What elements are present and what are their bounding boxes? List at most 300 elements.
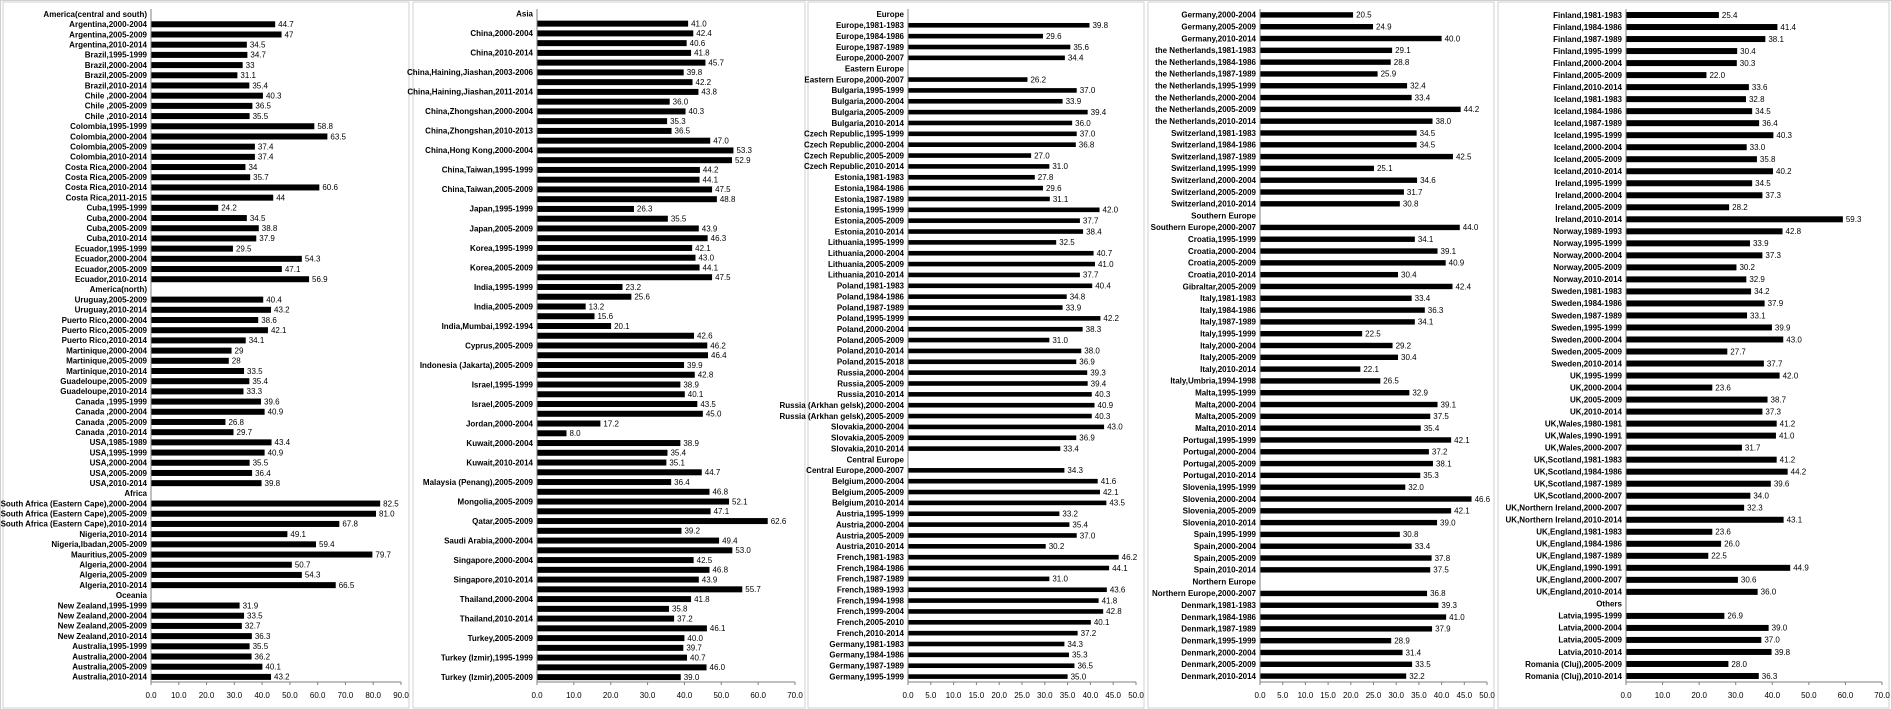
category-label: Finland,1987-1989	[1553, 34, 1622, 44]
category-label: Norway,2010-2014	[1553, 275, 1622, 285]
bar	[1260, 24, 1373, 29]
bar	[908, 435, 1076, 440]
data-label: 30.2	[1048, 542, 1065, 552]
bar	[537, 616, 674, 622]
bar	[1260, 484, 1405, 489]
category-label: Bulgaria,2005-2009	[831, 107, 904, 117]
data-label: 33.5	[247, 611, 263, 621]
bar	[908, 262, 1095, 267]
bar	[1260, 449, 1429, 454]
data-label: 34.5	[1419, 140, 1436, 150]
bar	[1260, 414, 1430, 419]
category-label: Slovakia,2010-2014	[831, 444, 904, 454]
category-label: China,Taiwan,2005-2009	[441, 185, 533, 195]
data-label: 37.9	[1767, 299, 1784, 309]
data-label: 30.2	[1739, 263, 1756, 273]
data-label: 40.4	[1095, 281, 1111, 291]
data-label: 31.0	[1052, 574, 1068, 584]
bar	[908, 392, 1092, 397]
bar	[537, 30, 693, 36]
category-label: Estonia,1987-1989	[834, 194, 904, 204]
bar	[537, 411, 703, 417]
data-label: 47.5	[715, 273, 731, 283]
x-tick-label: 50.0	[282, 691, 298, 700]
bar	[1260, 296, 1412, 301]
bar	[908, 338, 1049, 343]
category-label: Argentina,2010-2014	[69, 40, 147, 50]
bar	[537, 625, 707, 631]
category-label: USA,2005-2009	[89, 468, 147, 478]
bar	[1626, 300, 1765, 306]
data-label: 36.2	[254, 652, 271, 662]
data-label: 33.9	[1752, 239, 1769, 249]
category-label: China,Haining,Jiashan,2003-2006	[406, 68, 533, 78]
data-label: 42.1	[695, 243, 711, 253]
x-tick-label: 30.0	[1388, 691, 1404, 700]
bar	[151, 480, 262, 486]
category-label: Malaysia (Penang),2005-2009	[422, 477, 533, 487]
category-label: Denmark,1981-1983	[1181, 601, 1256, 611]
x-tick-label: 0.0	[145, 691, 157, 700]
bar	[908, 45, 1070, 50]
category-label: New Zealand,2000-2004	[57, 611, 147, 621]
category-label: Qatar,2005-2009	[472, 516, 533, 526]
category-label: South Africa (Eastern Cape),2000-2004	[0, 499, 147, 509]
bar	[908, 620, 1091, 625]
data-label: 34.4	[1067, 53, 1084, 63]
category-label: Portugal,2010-2014	[1183, 471, 1256, 481]
category-label: Cuba,2005-2009	[86, 224, 147, 234]
category-label: Sweden,2010-2014	[1551, 359, 1622, 369]
bar	[151, 674, 271, 680]
bar	[537, 40, 687, 46]
category-label: Bulgaria,1995-1999	[831, 86, 904, 96]
x-tick-label: 40.0	[1433, 691, 1450, 700]
bar	[1260, 544, 1412, 549]
data-label: 26.9	[1727, 611, 1743, 621]
category-label: Mauritius,2005-2009	[70, 550, 147, 560]
category-label: Costa Rica,2010-2014	[65, 183, 147, 193]
x-tick-label: 40.0	[1764, 691, 1781, 700]
x-tick-label: 20.0	[991, 691, 1007, 700]
category-label: UK,Scotland,1984-1986	[1533, 467, 1622, 477]
category-label: Sweden,1984-1986	[1551, 299, 1622, 309]
x-tick-label: 0.0	[531, 691, 543, 700]
data-label: 41.0	[691, 19, 707, 29]
data-label: 42.8	[697, 370, 714, 380]
bar	[537, 235, 708, 241]
data-label: 30.4	[1401, 270, 1417, 280]
data-label: 38.0	[1435, 116, 1452, 126]
x-tick-label: 10.0	[566, 691, 582, 700]
bar	[1260, 532, 1400, 537]
data-label: 43.8	[701, 87, 717, 97]
bar	[908, 56, 1065, 61]
bar	[1626, 204, 1729, 210]
data-label: 32.2	[1409, 671, 1425, 681]
data-label: 39.6	[264, 397, 280, 407]
data-label: 39.8	[1774, 647, 1791, 657]
x-tick-label: 10.0	[945, 691, 962, 700]
category-label: Brazil,2005-2009	[84, 71, 147, 81]
bar	[1260, 260, 1446, 265]
data-label: 42.1	[1454, 435, 1470, 445]
bar	[537, 147, 733, 153]
category-label: Estonia,2010-2014	[834, 227, 904, 237]
x-tick-label: 50.0	[1479, 691, 1495, 700]
bar	[151, 521, 339, 527]
data-label: 53.3	[736, 146, 752, 156]
category-label: Germany,1984-1986	[829, 650, 904, 660]
data-label: 31.0	[1052, 335, 1068, 345]
bar	[1260, 662, 1412, 667]
category-label: Martinique,2005-2009	[66, 356, 147, 366]
category-label: Czech Republic,2005-2009	[803, 151, 904, 161]
bar	[1260, 378, 1380, 383]
data-label: 33.9	[1065, 303, 1082, 313]
bar	[1260, 307, 1425, 312]
data-label: 28.9	[1394, 636, 1410, 646]
bar	[537, 21, 688, 27]
data-label: 43.5	[700, 399, 716, 409]
data-label: 34.5	[1755, 179, 1771, 189]
category-label: Malta,1995-1999	[1195, 388, 1256, 398]
category-label: Europe,2000-2007	[835, 53, 904, 63]
bar	[537, 674, 681, 680]
bar	[1260, 425, 1421, 430]
bar	[908, 598, 1099, 603]
category-label: Martinique,2010-2014	[66, 366, 147, 376]
bar	[537, 401, 697, 407]
bar	[151, 297, 263, 303]
bar	[908, 577, 1049, 582]
data-label: 46.1	[709, 624, 726, 634]
data-label: 32.8	[1748, 94, 1765, 104]
category-label: Colombia,2000-2004	[70, 132, 147, 142]
data-label: 36.5	[1077, 661, 1094, 671]
data-label: 39.4	[1090, 379, 1107, 389]
bar	[1260, 178, 1417, 183]
category-label: UK,England,1981-1983	[1536, 527, 1622, 537]
data-label: 44.2	[702, 165, 719, 175]
data-label: 38.0	[1084, 346, 1100, 356]
data-label: 25.9	[1380, 69, 1397, 79]
data-label: 32.9	[1412, 388, 1428, 398]
bar	[537, 333, 694, 339]
data-label: 15.6	[597, 312, 614, 322]
bar	[151, 450, 265, 456]
bar	[151, 307, 271, 313]
category-label: Puerto Rico,2005-2009	[61, 326, 147, 336]
data-label: 31.9	[242, 601, 259, 611]
category-label: Czech Republic,2010-2014	[803, 162, 904, 172]
data-label: 25.4	[1721, 10, 1738, 20]
data-label: 47.0	[713, 136, 729, 146]
bar	[151, 582, 336, 588]
bar	[537, 323, 611, 329]
data-label: 39.0	[1440, 518, 1456, 528]
bar	[537, 264, 700, 270]
data-label: 46.8	[712, 487, 729, 497]
bar	[1260, 71, 1378, 76]
data-label: 34.1	[248, 336, 265, 346]
category-label: Malta,2000-2004	[1195, 400, 1256, 410]
data-label: 40.6	[689, 38, 706, 48]
category-label: Sweden,1987-1989	[1551, 311, 1622, 321]
bar	[537, 225, 699, 231]
category-label: Cuba,2000-2004	[86, 213, 147, 223]
bar	[151, 144, 255, 150]
bar	[1260, 355, 1398, 360]
group-header-label: America(central and south)	[43, 9, 147, 19]
bar	[1626, 48, 1737, 54]
data-label: 32.9	[1749, 275, 1765, 285]
category-label: Turkey,2005-2009	[467, 633, 533, 643]
bar	[151, 266, 282, 272]
category-label: Iceland,1984-1986	[1553, 106, 1622, 116]
bar	[151, 388, 244, 394]
data-label: 32.4	[1410, 81, 1426, 91]
bar	[908, 544, 1046, 549]
bar	[1260, 614, 1446, 619]
x-tick-label: 5.0	[925, 691, 937, 700]
category-label: Poland,2005-2009	[836, 335, 904, 345]
data-label: 30.8	[1402, 199, 1419, 209]
bar	[908, 121, 1072, 126]
bar	[908, 240, 1056, 245]
category-label: China,2010-2014	[470, 48, 533, 58]
bar	[908, 153, 1031, 158]
bar	[908, 283, 1092, 288]
data-label: 48.8	[719, 194, 736, 204]
bar	[537, 294, 631, 300]
bar	[537, 313, 594, 319]
category-label: Russia,2010-2014	[837, 390, 904, 400]
bar	[151, 103, 252, 109]
x-tick-label: 40.0	[254, 691, 270, 700]
data-label: 40.3	[1776, 130, 1792, 140]
category-label: China,Zhongshan,2000-2004	[425, 107, 533, 117]
bar	[1260, 83, 1407, 88]
category-label: the Netherlands,2005-2009	[1155, 105, 1256, 115]
data-label: 41.0	[1449, 612, 1465, 622]
data-label: 37.4	[257, 152, 274, 162]
category-label: Norway,2005-2009	[1553, 263, 1622, 273]
category-label: USA,2010-2014	[89, 478, 147, 488]
category-label: China,2000-2004	[470, 29, 533, 39]
bar	[151, 21, 275, 27]
category-label: USA,1995-1999	[89, 448, 147, 458]
data-label: 34.1	[1417, 317, 1434, 327]
category-label: the Netherlands,2000-2004	[1155, 93, 1256, 103]
bar	[537, 635, 684, 641]
bar	[908, 533, 1077, 538]
bar	[537, 69, 684, 75]
data-label: 32.5	[1059, 238, 1075, 248]
bar	[1626, 445, 1742, 451]
category-label: Croatia,2010-2014	[1187, 270, 1256, 280]
bar	[1626, 637, 1761, 643]
bar	[1626, 577, 1738, 583]
bar	[1260, 118, 1433, 123]
data-label: 41.2	[1779, 455, 1796, 465]
data-label: 37.3	[1765, 191, 1781, 201]
data-label: 37.0	[1079, 129, 1096, 139]
data-label: 31.0	[1052, 162, 1068, 172]
category-label: Finland,1995-1999	[1553, 46, 1622, 56]
data-label: 22.1	[1363, 364, 1379, 374]
data-label: 44.9	[1793, 563, 1809, 573]
bar	[537, 352, 708, 358]
data-label: 43.0	[1107, 422, 1123, 432]
data-label: 41.8	[694, 48, 710, 58]
category-label: India,2005-2009	[473, 302, 533, 312]
category-label: Czech Republic,1995-1999	[803, 129, 904, 139]
x-tick-label: 5.0	[1277, 691, 1289, 700]
data-label: 42.4	[1455, 282, 1472, 292]
category-label: Lithuania,1995-1999	[827, 238, 904, 248]
bar	[1626, 481, 1771, 487]
category-label: Estonia,2005-2009	[834, 216, 904, 226]
x-tick-label: 35.0	[1411, 691, 1427, 700]
category-label: Belgium,2010-2014	[831, 498, 904, 508]
category-label: Indonesia (Jakarta),2005-2009	[419, 360, 533, 370]
data-label: 66.5	[338, 580, 355, 590]
category-label: UK,Scotland,1987-1989	[1533, 479, 1622, 489]
bar	[1626, 589, 1758, 595]
bar	[151, 348, 232, 354]
category-label: Costa Rica,2011-2015	[65, 193, 147, 203]
category-label: UK,2005-2009	[1569, 395, 1622, 405]
bar	[1626, 168, 1773, 174]
category-label: the Netherlands,1995-1999	[1155, 81, 1256, 91]
category-label: Finland,1984-1986	[1553, 22, 1622, 32]
data-label: 26.8	[228, 417, 245, 427]
data-label: 42.0	[1102, 205, 1119, 215]
data-label: 36.5	[674, 126, 691, 136]
category-label: French,1989-1993	[836, 585, 904, 595]
data-label: 32.3	[1747, 503, 1763, 513]
bar	[1626, 613, 1724, 619]
data-label: 29.1	[1395, 46, 1411, 56]
data-label: 33.4	[1414, 542, 1431, 552]
category-label: UK,Wales,1980-1981	[1544, 419, 1622, 429]
data-label: 42.1	[1454, 506, 1470, 516]
bar	[537, 79, 693, 85]
data-label: 36.3	[1427, 305, 1444, 315]
bar	[1260, 284, 1452, 289]
data-label: 37.2	[677, 614, 693, 624]
bar	[908, 381, 1088, 386]
data-label: 47	[284, 30, 294, 40]
bar	[537, 138, 710, 144]
data-label: 37.4	[257, 142, 274, 152]
bar	[1626, 373, 1780, 379]
category-label: Kuwait,2000-2004	[466, 438, 533, 448]
category-label: Russia (Arkhan gelsk),2005-2009	[779, 411, 904, 421]
category-label: Latvia,2000-2004	[1558, 623, 1622, 633]
category-label: French,2010-2014	[836, 628, 904, 638]
data-label: 43.5	[1109, 498, 1125, 508]
x-tick-label: 20.0	[198, 691, 215, 700]
bar	[1626, 529, 1712, 535]
bar	[537, 440, 680, 446]
data-label: 42.6	[697, 331, 713, 341]
data-label: 38.3	[1085, 325, 1102, 335]
data-label: 30.6	[1740, 575, 1757, 585]
category-label: Sweden,1995-1999	[1551, 323, 1622, 333]
bar	[537, 557, 694, 563]
category-label: Uruguay,2010-2014	[74, 305, 147, 315]
bar	[1260, 673, 1406, 678]
bar	[908, 370, 1087, 375]
data-label: 40.3	[1094, 411, 1111, 421]
data-label: 35.8	[671, 604, 688, 614]
data-label: 35.5	[252, 642, 269, 652]
data-label: 43.2	[274, 672, 290, 682]
category-label: Switzerland,2000-2004	[1171, 176, 1256, 186]
data-label: 34.1	[1417, 235, 1434, 245]
bar	[151, 195, 273, 201]
category-label: Chile ,2010-2014	[84, 111, 147, 121]
bar	[908, 88, 1077, 93]
bar	[1260, 366, 1360, 371]
bar	[908, 175, 1035, 180]
data-label: 31.1	[1052, 194, 1069, 204]
data-label: 40.4	[266, 295, 282, 305]
data-label: 34.6	[1420, 176, 1436, 186]
category-label: Sweden,2005-2009	[1551, 347, 1622, 357]
bar	[537, 303, 586, 309]
category-label: Gibraltar,2005-2009	[1182, 282, 1256, 292]
bar	[1260, 437, 1451, 442]
bar	[908, 208, 1100, 213]
bar	[537, 489, 709, 495]
category-label: Russia,2000-2004	[837, 368, 904, 378]
bar	[908, 653, 1069, 658]
bar	[1626, 12, 1719, 18]
bar	[1260, 626, 1432, 631]
bar	[1260, 650, 1403, 655]
bar	[537, 460, 666, 466]
category-label: Poland,1981-1983	[836, 281, 904, 291]
bar	[1626, 24, 1777, 30]
category-label: Czech Republic,2000-2004	[803, 140, 904, 150]
bar	[1626, 673, 1759, 679]
data-label: 39.3	[1441, 601, 1458, 611]
bar	[908, 229, 1083, 234]
bar	[908, 99, 1063, 104]
bar	[537, 655, 687, 661]
data-label: 46.6	[1474, 494, 1491, 504]
bar	[1626, 361, 1764, 367]
x-tick-label: 50.0	[1128, 691, 1144, 700]
bar	[908, 186, 1043, 191]
category-label: Uruguay,2005-2009	[74, 295, 147, 305]
bar	[908, 446, 1060, 451]
bar	[537, 108, 686, 114]
bar	[151, 276, 309, 282]
category-label: Poland,2000-2004	[836, 325, 904, 335]
category-label: Cyprus,2005-2009	[465, 341, 533, 351]
bar	[151, 399, 261, 405]
bar	[537, 50, 691, 56]
category-label: Ireland,2010-2014	[1555, 215, 1622, 225]
data-label: 46.2	[710, 341, 726, 351]
category-label: Switzerland,1984-1986	[1171, 140, 1256, 150]
bar	[1260, 343, 1393, 348]
data-label: 35.4	[252, 81, 268, 91]
